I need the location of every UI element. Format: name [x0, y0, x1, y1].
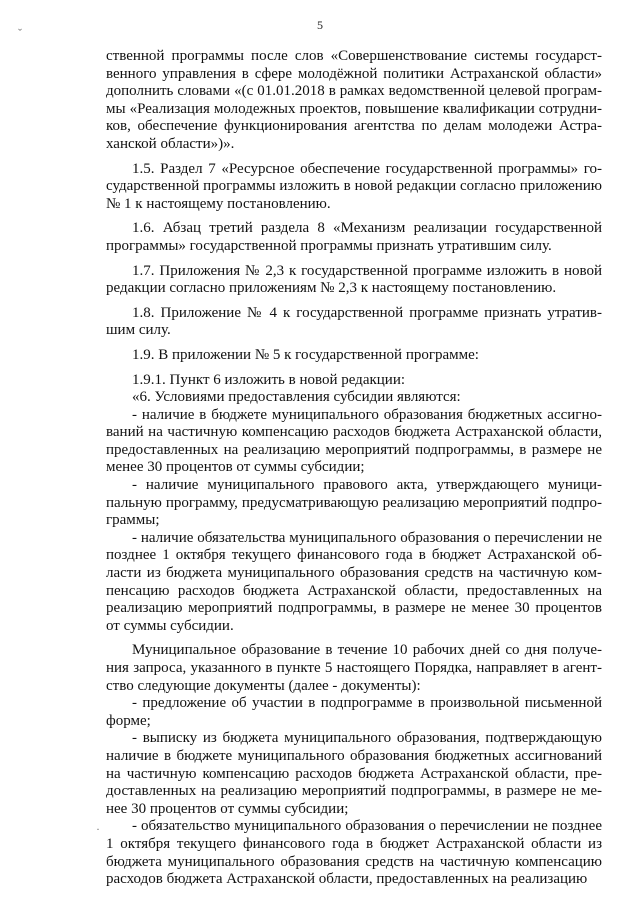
paragraph-condition-2: - наличие муниципального правового акта, утверждающего муниципальную программу, предусматривающую реализацию мероприятий подпрограммы;: [106, 477, 602, 529]
paragraph-condition-1: - наличие в бюджете муниципального образования бюджетных ассигнований на частичную компенсацию расходов бюджета Астраханской области, предоставленных на реализацию мероприятий подпрограммы, в размере не менее 30 процентов от суммы субсидии;: [106, 406, 602, 476]
scan-mark: ˇ: [18, 26, 22, 40]
paragraph-documents-intro: Муниципальное образование в течение 10 рабочих дней со дня получения запроса, указанного в пункте 5 настоящего Порядка, направляет в агентство следующие документы (далее - документы):: [106, 642, 602, 694]
paragraph-item-1-9: 1.9. В приложении № 5 к государственной программе:: [132, 346, 479, 363]
paragraph-document-3: - обязательство муниципального образования о перечислении не позднее 1 октября текущего финансового года в бюджет Астраханской области из бюджета муниципального образования средств на частичную компенсацию расходов бюджета Астраханской области, предоставленных на реализацию: [106, 818, 602, 888]
document-body: [106, 48, 602, 889]
paragraph-continuation: ственной программы после слов «Совершенствование системы государственного управления в сфере молодёжной политики Астраханской области» дополнить словами «(с 01.01.2018 в рамках ведомственной целевой программы «Реализация молодежных проектов, повышение квалификации сотрудников, обеспечение функционирования агентства по делам молодежи Астраханской области»)».: [106, 48, 602, 152]
scan-mark: ·: [96, 822, 100, 836]
paragraph-condition-3: - наличие обязательства муниципального образования о перечислении не позднее 1 октября текущего финансового года в бюджет Астраханской области из бюджета муниципального образования средств на частичную компенсацию расходов бюджета Астраханской области, предоставленных на реализацию мероприятий подпрограммы, в размере не менее 30 процентов от суммы субсидии.: [106, 529, 602, 634]
paragraph-item-1-5: 1.5. Раздел 7 «Ресурсное обеспечение государственной программы» государственной программы изложить в новой редакции согласно приложению № 1 к настоящему постановлению.: [106, 160, 602, 212]
paragraph-item-1-6: 1.6. Абзац третий раздела 8 «Механизм реализации государственной программы» государственной программы признать утратившим силу.: [106, 220, 602, 254]
paragraph-item-1-9-1: 1.9.1. Пункт 6 изложить в новой редакции:: [132, 371, 406, 388]
paragraph-item-1-7: 1.7. Приложения № 2,3 к государственной программе изложить в новой редакции согласно приложениям № 2,3 к настоящему постановлению.: [106, 262, 602, 297]
paragraph-item-1-8: 1.8. Приложение № 4 к государственной программе признать утратившим силу.: [106, 304, 602, 339]
paragraph-document-1: - предложение об участии в подпрограмме в произвольной письменной форме;: [106, 695, 602, 729]
page-number: 5: [317, 18, 323, 32]
paragraph-clause-6-heading: «6. Условиями предоставления субсидии являются:: [132, 389, 461, 406]
paragraph-document-2: - выписку из бюджета муниципального образования, подтверждающую наличие в бюджете муниципального образования бюджетных ассигнований на частичную компенсацию расходов бюджета Астраханской области, предоставленных на реализацию мероприятий подпрограммы, в размере не менее 30 процентов от суммы субсидии;: [106, 730, 602, 817]
